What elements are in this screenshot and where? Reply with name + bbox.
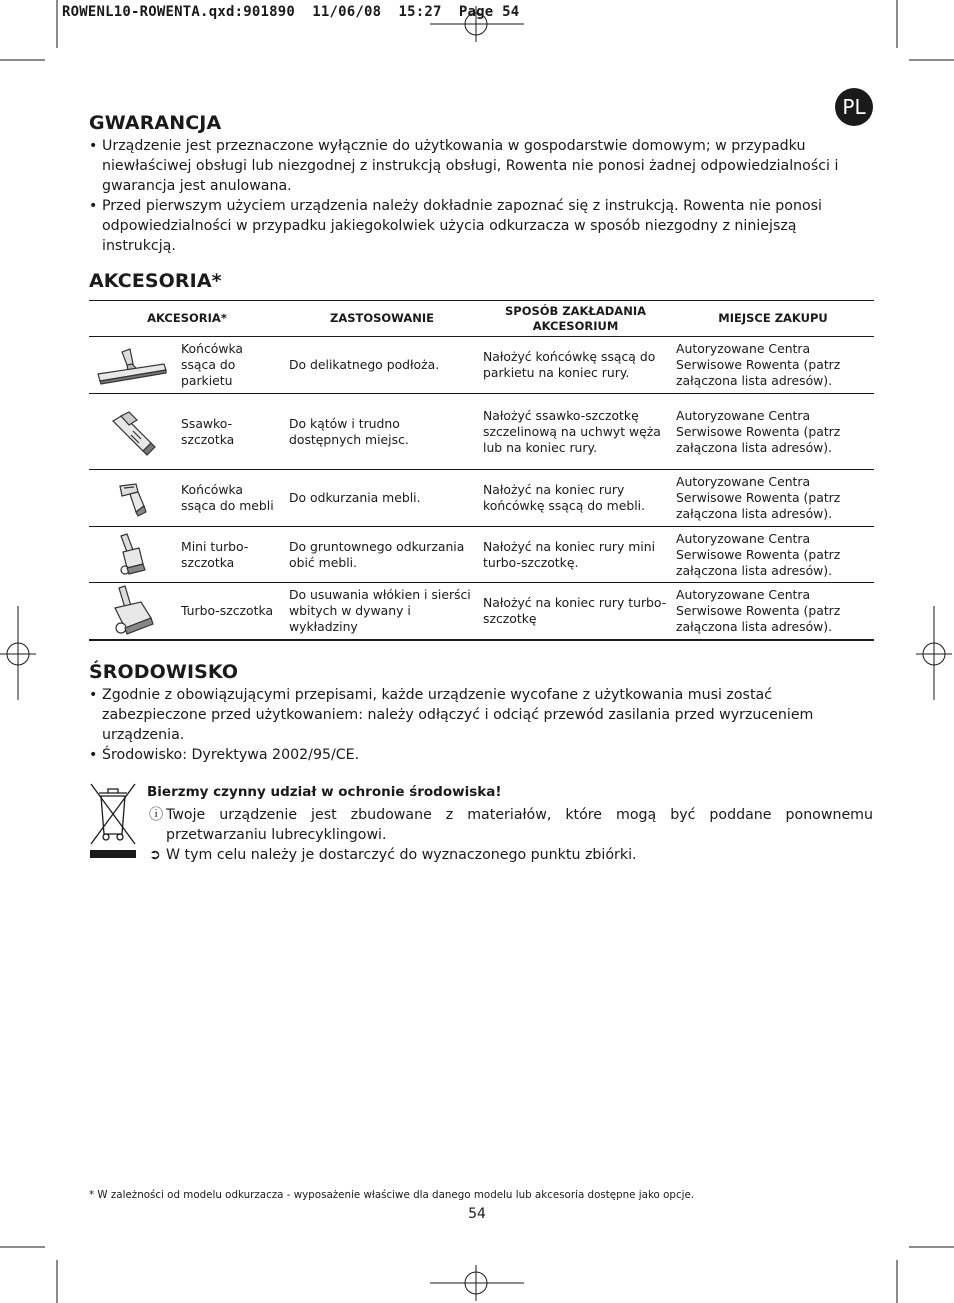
- accessory-name: Końcówka ssąca do mebli: [177, 470, 285, 527]
- accessory-where: Autoryzowane Centra Serwisowe Rowenta (patrz załączona lista adresów).: [672, 337, 874, 394]
- table-header-row: [89, 301, 874, 337]
- accessory-use: Do kątów i trudno dostępnych miejsc.: [285, 394, 479, 470]
- col-header-how: SPOSÓB ZAKŁADANIA AKCESORIUM: [479, 301, 672, 337]
- accessory-use: Do usuwania włókien i sierści wbitych w dywany i wykładziny: [285, 583, 479, 640]
- environment-list: [89, 685, 874, 765]
- accessory-how: Nałożyć końcówkę ssącą do parkietu na koniec rury.: [479, 337, 672, 394]
- print-slug: ROWENL10-ROWENTA.qxd:901890 11/06/08 15:27 Page 54: [62, 4, 520, 20]
- accessories-heading: AKCESORIA*: [89, 270, 222, 292]
- table-row: [89, 527, 874, 583]
- recycling-notice: [89, 782, 874, 866]
- accessory-use: Do gruntownego odkurzania obić mebli.: [285, 527, 479, 583]
- col-header-use: ZASTOSOWANIE: [285, 301, 479, 337]
- recycling-line-text: W tym celu należy je dostarczyć do wyznaczonego punktu zbiórki.: [166, 846, 637, 863]
- recycling-line-text: Twoje urządzenie jest zbudowane z materiałów, które mogą być poddane ponownemu przetwarzaniu lubrecyklingowi.: [166, 806, 873, 843]
- recycling-line: [147, 845, 873, 865]
- table-row: [89, 470, 874, 527]
- crevice-tool-icon: [89, 394, 177, 470]
- accessory-name: Mini turbo-szczotka: [177, 527, 285, 583]
- recycling-line: [147, 805, 873, 845]
- crossed-bin-icon: [89, 782, 137, 862]
- guarantee-heading: GWARANCJA: [89, 112, 222, 134]
- environment-bullet: • Środowisko: Dyrektywa 2002/95/CE.: [89, 745, 874, 765]
- accessory-name: Turbo-szczotka: [177, 583, 285, 640]
- accessory-name: Końcówka ssąca do parkietu: [177, 337, 285, 394]
- table-row: [89, 337, 874, 394]
- mini-turbo-brush-icon: [89, 527, 177, 583]
- page-number: 54: [468, 1206, 486, 1222]
- page-content: [89, 112, 874, 866]
- table-row: [89, 394, 874, 470]
- accessory-use: Do delikatnego podłoża.: [285, 337, 479, 394]
- accessory-where: Autoryzowane Centra Serwisowe Rowenta (patrz załączona lista adresów).: [672, 583, 874, 640]
- col-header-where: MIEJSCE ZAKUPU: [672, 301, 874, 337]
- parquet-nozzle-icon: [89, 337, 177, 394]
- accessory-how: Nałożyć na koniec rury mini turbo-szczotkę.: [479, 527, 672, 583]
- furniture-nozzle-icon: [89, 470, 177, 527]
- recycling-text: [147, 782, 873, 865]
- accessory-where: Autoryzowane Centra Serwisowe Rowenta (patrz załączona lista adresów).: [672, 394, 874, 470]
- accessory-where: Autoryzowane Centra Serwisowe Rowenta (patrz załączona lista adresów).: [672, 527, 874, 583]
- col-header-accessory: AKCESORIA*: [89, 301, 285, 337]
- guarantee-list: [89, 136, 874, 256]
- accessory-use: Do odkurzania mebli.: [285, 470, 479, 527]
- arrow-icon: ➲: [149, 846, 161, 863]
- accessory-name: Ssawko-szczotka: [177, 394, 285, 470]
- footnote: * W zależności od modelu odkurzacza - wyposażenie właściwe dla danego modelu lub akcesoria dostępne jako opcje.: [89, 1189, 695, 1201]
- table-row: [89, 583, 874, 640]
- turbo-brush-icon: [89, 583, 177, 640]
- recycling-title: Bierzmy czynny udział w ochronie środowiska!: [147, 783, 502, 800]
- guarantee-bullet: • Urządzenie jest przeznaczone wyłącznie do użytkowania w gospodarstwie domowym; w przypadku niewłaściwej obsługi lub niezgodnej z instrukcją obsługi, Rowenta nie ponosi żadnej odpowiedzialności i gwarancja jest anulowana.: [89, 136, 874, 196]
- info-icon: ⓘ: [149, 806, 164, 823]
- environment-bullet: • Zgodnie z obowiązującymi przepisami, każde urządzenie wycofane z użytkowania musi zostać zabezpieczone przed użytkowaniem: należy odłączyć i odciąć przewód zasilania przed wyrzuceniem urządzenia.: [89, 685, 874, 745]
- environment-heading: ŚRODOWISKO: [89, 660, 239, 683]
- accessories-table: [89, 300, 874, 641]
- accessory-where: Autoryzowane Centra Serwisowe Rowenta (patrz załączona lista adresów).: [672, 470, 874, 527]
- accessory-how: Nałożyć ssawko-szczotkę szczelinową na uchwyt węża lub na koniec rury.: [479, 394, 672, 470]
- accessory-how: Nałożyć na koniec rury turbo-szczotkę: [479, 583, 672, 640]
- guarantee-bullet: • Przed pierwszym użyciem urządzenia należy dokładnie zapoznać się z instrukcją. Rowenta nie ponosi odpowiedzialności w przypadku jakiegokolwiek użycia odkurzacza w sposób niezgodny z niniejszą instrukcją.: [89, 196, 874, 256]
- accessory-how: Nałożyć na koniec rury końcówkę ssącą do mebli.: [479, 470, 672, 527]
- language-badge: PL: [835, 88, 873, 126]
